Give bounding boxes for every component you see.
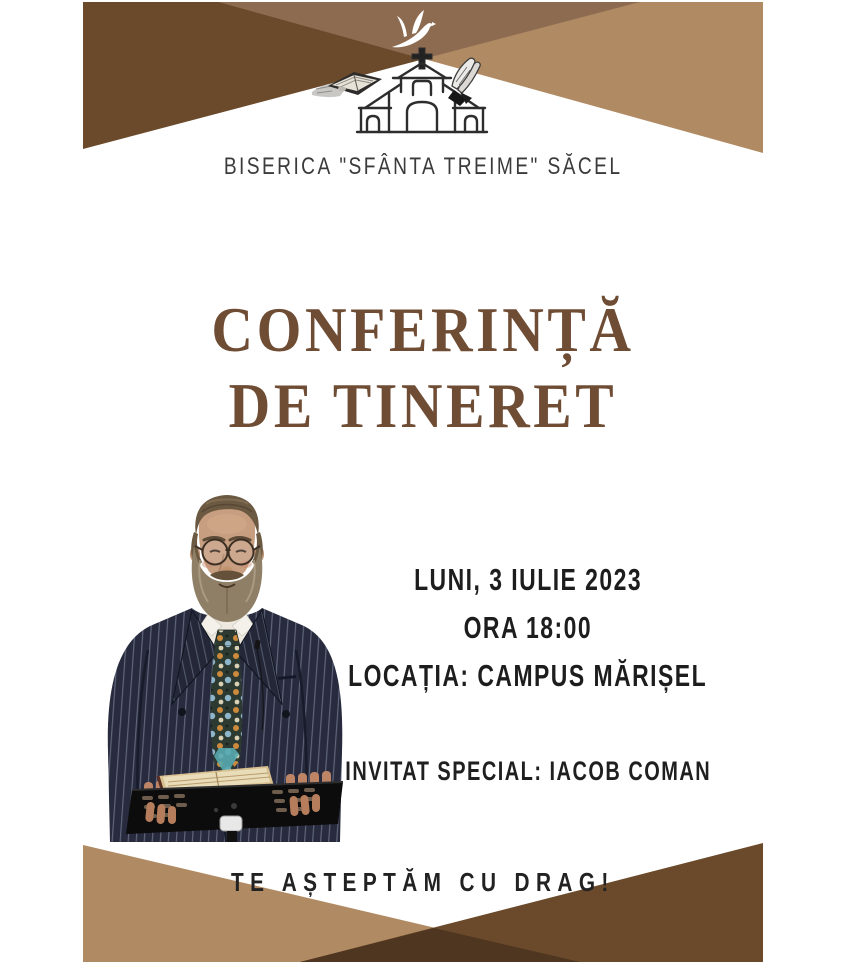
footer-message-label: TE AȘTEPTĂM CU DRAG!: [231, 866, 615, 897]
event-time-line: [318, 604, 738, 652]
event-date: LUNI, 3 IULIE 2023: [413, 562, 643, 597]
event-location-line: [318, 652, 738, 700]
dove-icon: [388, 8, 436, 48]
event-details: [318, 556, 738, 700]
special-guest: INVITAT SPECIAL: IACOB COMAN: [345, 755, 711, 786]
church-name: [83, 150, 763, 184]
special-guest-line: [318, 750, 738, 792]
praying-hands-icon: [442, 54, 498, 106]
title-line-2: DE TINERET: [228, 370, 618, 441]
open-bible-icon: [312, 62, 386, 106]
church-name-label: BISERICA "SFÂNTA TREIME" SĂCEL: [223, 153, 623, 180]
page-title: [83, 292, 763, 444]
footer-message: [83, 862, 763, 902]
event-time: ORA 18:00: [463, 610, 593, 645]
event-location: LOCAȚIA: CAMPUS MĂRIȘEL: [348, 658, 708, 693]
event-date-line: [318, 556, 738, 604]
title-line-1: CONFERINȚĂ: [211, 294, 635, 365]
speaker-photo: [88, 490, 353, 842]
